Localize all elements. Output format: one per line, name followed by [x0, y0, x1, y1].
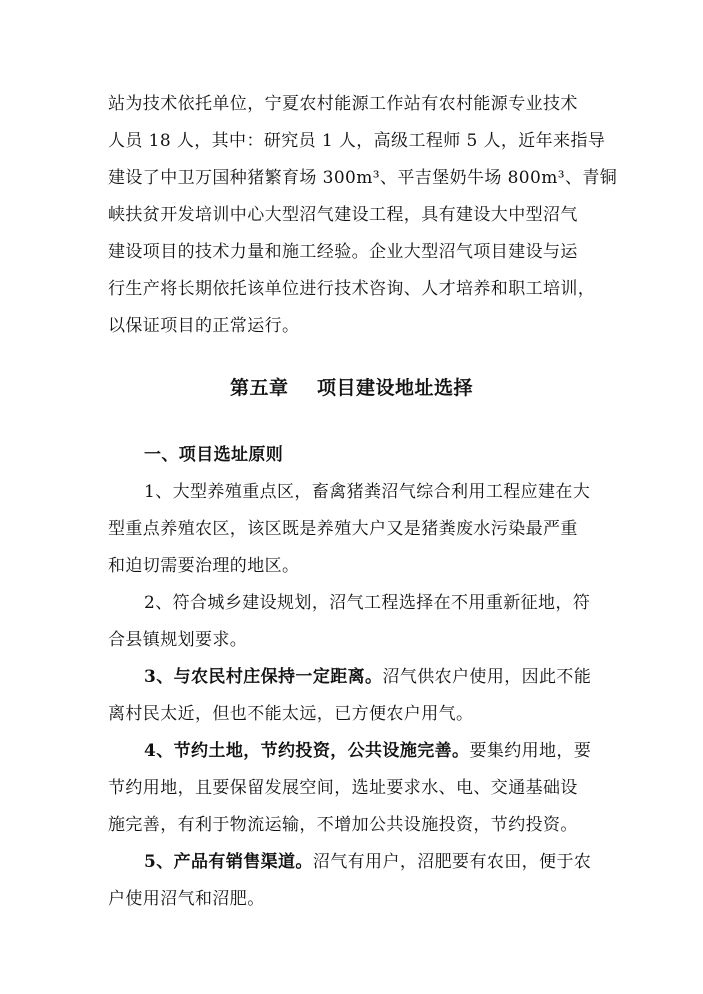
intro-line-4: 峡扶贫开发培训中心大型沼气建设工程，具有建设大中型沼气 [108, 205, 578, 225]
item2-line-1: 2、符合城乡建设规划，沼气工程选择在不用重新征地，符 [144, 593, 591, 613]
item4-line-3: 施完善，有利于物流运输，不增加公共设施投资，节约投资。 [108, 815, 578, 835]
item5-line-1 [144, 851, 598, 873]
item5-line-2: 户使用沼气和沼肥。 [108, 889, 265, 909]
item4-line-1 [144, 740, 598, 762]
intro-line-5: 建设项目的技术力量和施工经验。企业大型沼气项目建设与运 [108, 242, 578, 262]
item5-rest: 沼气有用户，沼肥要有农田，便于农 [312, 852, 592, 872]
item3-line-2: 离村民太近，但也不能太远，已方便农户用气。 [108, 704, 474, 724]
item1-line-1: 1、大型养殖重点区，畜禽猪粪沼气综合利用工程应建在大 [144, 482, 591, 502]
item4-line-2: 节约用地，且要保留发展空间，选址要求水、电、交通基础设 [108, 778, 578, 798]
item3-lead: 3、与农民村庄保持一定距离。 [144, 667, 383, 687]
item4-rest: 要集约用地，要 [469, 741, 592, 761]
intro-line-1: 站为技术依托单位，宁夏农村能源工作站有农村能源专业技术 [108, 94, 578, 114]
item1-line-3: 和迫切需要治理的地区。 [108, 556, 300, 576]
intro-line-7: 以保证项目的正常运行。 [108, 316, 300, 336]
item2-line-2: 合县镇规划要求。 [108, 630, 248, 650]
item3-rest: 沼气供农户使用，因此不能 [382, 667, 592, 687]
intro-line-2: 人员 18 人，其中：研究员 1 人，高级工程师 5 人，近年来指导 [108, 131, 606, 151]
section-title: 一、项目选址原则 [144, 445, 284, 465]
item1-line-2: 型重点养殖农区，该区既是养殖大户又是猪粪废水污染最严重 [108, 519, 578, 539]
item5-lead: 5、产品有销售渠道。 [144, 852, 313, 872]
chapter-title: 第五章 项目建设地址选择 [230, 377, 473, 399]
item3-line-1 [144, 666, 598, 688]
item4-lead: 4、节约土地，节约投资，公共设施完善。 [144, 741, 470, 761]
intro-line-6: 行生产将长期依托该单位进行技术咨询、人才培养和职工培训， [108, 279, 596, 299]
intro-line-3: 建设了中卫万国种猪繁育场 300m³、平吉堡奶牛场 800m³、青铜 [108, 168, 618, 188]
